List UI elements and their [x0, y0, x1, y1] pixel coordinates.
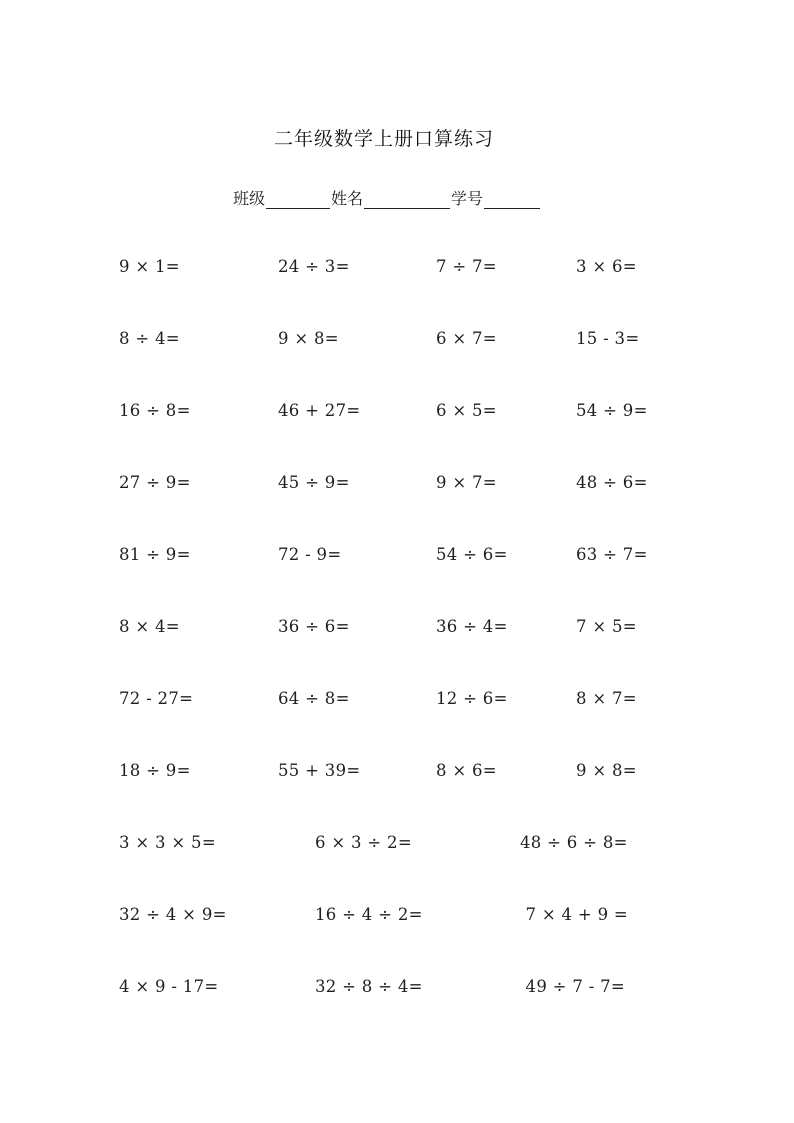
- problem: 36 ÷ 6=: [278, 617, 350, 636]
- mixed-problem: 32 ÷ 4 × 9=: [119, 905, 227, 924]
- problem: 3 × 6=: [576, 257, 637, 276]
- problem: 24 ÷ 3=: [278, 257, 350, 276]
- problem: 9 × 8=: [576, 761, 637, 780]
- problem: 72 - 9=: [278, 545, 342, 564]
- problem: 18 ÷ 9=: [119, 761, 191, 780]
- problem-row: [0, 473, 794, 497]
- problem: 12 ÷ 6=: [436, 689, 508, 708]
- problem: 54 ÷ 9=: [576, 401, 648, 420]
- mixed-problem-row: [0, 833, 794, 857]
- problem: 45 ÷ 9=: [278, 473, 350, 492]
- problem: 8 × 7=: [576, 689, 637, 708]
- problem-row: [0, 545, 794, 569]
- mixed-problem: 3 × 3 × 5=: [119, 833, 216, 852]
- name-blank[interactable]: [364, 190, 450, 209]
- problem: 46 + 27=: [278, 401, 361, 420]
- problem: 63 ÷ 7=: [576, 545, 648, 564]
- mixed-problem: 4 × 9 - 17=: [119, 977, 219, 996]
- problem: 48 ÷ 6=: [576, 473, 648, 492]
- problem: 9 × 7=: [436, 473, 497, 492]
- problem-row: [0, 617, 794, 641]
- class-label: 班级: [233, 189, 266, 208]
- problem: 27 ÷ 9=: [119, 473, 191, 492]
- problem: 8 × 4=: [119, 617, 180, 636]
- problem-row: [0, 401, 794, 425]
- problem: 9 × 8=: [278, 329, 339, 348]
- problem-row: [0, 329, 794, 353]
- problem: 81 ÷ 9=: [119, 545, 191, 564]
- problem: 54 ÷ 6=: [436, 545, 508, 564]
- problem: 64 ÷ 8=: [278, 689, 350, 708]
- problem: 72 - 27=: [119, 689, 194, 708]
- mixed-problem: 16 ÷ 4 ÷ 2=: [315, 905, 423, 924]
- problem: 16 ÷ 8=: [119, 401, 191, 420]
- student-info-line: [233, 186, 541, 209]
- problem: 7 ÷ 7=: [436, 257, 497, 276]
- mixed-problem: 49 ÷ 7 - 7=: [520, 977, 626, 996]
- problem: 15 - 3=: [576, 329, 640, 348]
- mixed-problem: 32 ÷ 8 ÷ 4=: [315, 977, 423, 996]
- problem-row: [0, 689, 794, 713]
- problem: 36 ÷ 4=: [436, 617, 508, 636]
- problem: 9 × 1=: [119, 257, 180, 276]
- student-number-blank[interactable]: [484, 190, 540, 209]
- problem: 8 × 6=: [436, 761, 497, 780]
- problem-row: [0, 257, 794, 281]
- problem: 55 + 39=: [278, 761, 361, 780]
- mixed-problem-row: [0, 905, 794, 929]
- mixed-problem: 7 × 4 + 9 =: [520, 905, 629, 924]
- mixed-problem: 6 × 3 ÷ 2=: [315, 833, 412, 852]
- mixed-problem-row: [0, 977, 794, 1001]
- problem: 7 × 5=: [576, 617, 637, 636]
- problem-row: [0, 761, 794, 785]
- name-label: 姓名: [331, 189, 364, 208]
- problem: 8 ÷ 4=: [119, 329, 180, 348]
- problem: 6 × 5=: [436, 401, 497, 420]
- number-label: 学号: [451, 189, 484, 208]
- problem: 6 × 7=: [436, 329, 497, 348]
- class-blank[interactable]: [266, 190, 330, 209]
- page-title: 二年级数学上册口算练习: [273, 128, 494, 150]
- mixed-problem: 48 ÷ 6 ÷ 8=: [520, 833, 628, 852]
